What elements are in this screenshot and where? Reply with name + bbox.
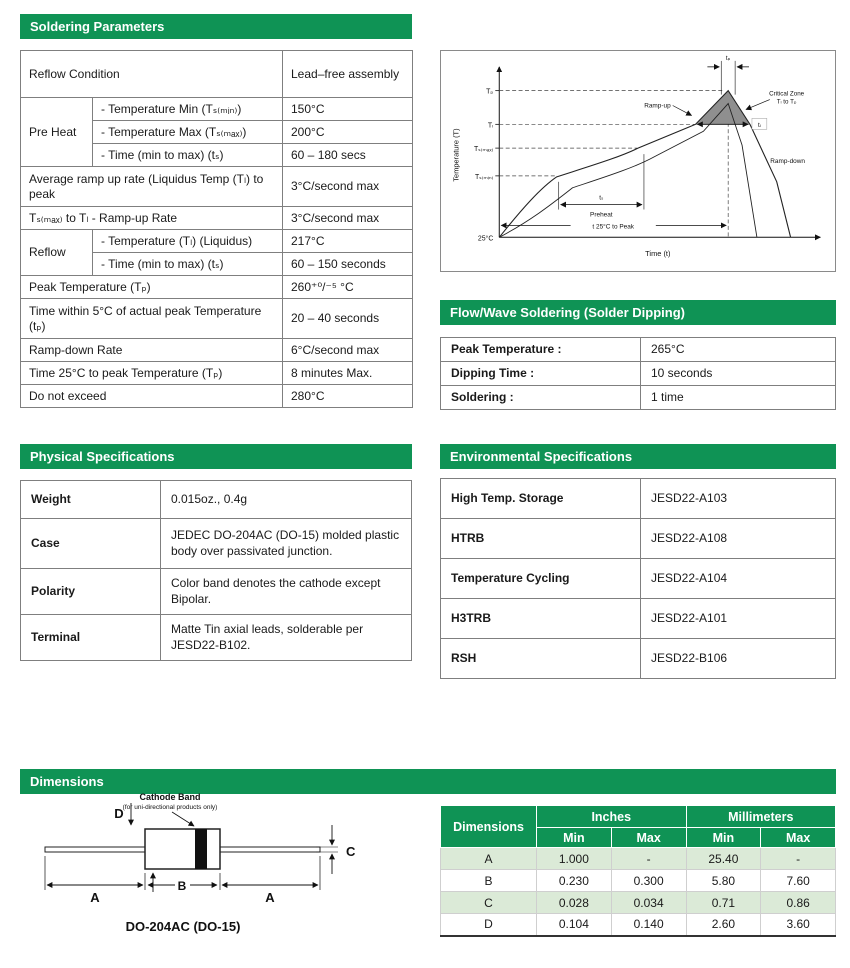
param-value: 60 – 180 secs [283,144,413,167]
y-axis-label: Temperature (T) [451,128,461,182]
dimensions-table [440,805,836,937]
annotation-tl: tₗ [757,121,761,129]
spec-label: Terminal [21,615,161,661]
section-header-soldering-parameters: Soldering Parameters [20,14,412,39]
param-value: 3°C/second max [283,207,413,230]
param-label: - Temperature Max (Tₛ₍ₘₐₓ₎) [93,121,283,144]
value-cell: 0.028 [537,892,612,914]
table-row [21,519,412,569]
value-cell: 0.230 [537,870,612,892]
spec-label: HTRB [441,519,641,559]
param-label: - Temperature Min (Tₛ₍ₘᵢₙ₎) [93,98,283,121]
group-label-pre-heat: Pre Heat [21,98,93,167]
table-row [21,385,413,408]
table-row [21,276,413,299]
dim-label-a-right: A [265,890,275,905]
annotation-t25-to-peak: t 25°C to Peak [592,223,635,231]
dim-label-d: D [114,806,124,821]
section-header-dimensions: Dimensions [20,769,836,794]
param-value: 3°C/second max [283,167,413,207]
tick-label-tl: Tₗ [487,122,494,130]
param-value: 60 – 150 seconds [283,253,413,276]
table-row [441,914,836,936]
param-label: Time within 5°C of actual peak Temperature (tₚ) [21,299,283,339]
spec-label: Temperature Cycling [441,559,641,599]
annotation-tp: tₚ [725,54,731,62]
param-value: Lead–free assembly [283,51,413,98]
param-value: 217°C [283,230,413,253]
param-value: 260⁺⁰/⁻⁵ °C [283,276,413,299]
section-header-physical-specifications: Physical Specifications [20,444,412,469]
tick-label-tsmax: Tₛ₍ₘₐₓ₎ [473,146,494,154]
spec-label: RSH [441,639,641,679]
value-cell: 5.80 [686,870,761,892]
spec-value: JESD22-B106 [641,639,836,679]
dim-label-b: B [177,879,187,893]
table-row [21,207,413,230]
dim-cell: D [441,914,537,936]
value-cell: 0.140 [611,914,686,936]
param-value: 280°C [283,385,413,408]
annotation-ts: tₛ [599,194,604,202]
annotation-ramp-up: Ramp-up [644,102,671,110]
param-label: Soldering : [441,386,641,410]
spec-label: Polarity [21,569,161,615]
dims-inches-header: Inches [537,806,687,828]
dim-label-a-left: A [90,890,100,905]
annotation-critical-zone-range: Tₗ to Tₚ [776,98,797,106]
table-row [21,362,413,385]
col-header-min: Min [537,828,612,848]
table-row [21,481,412,519]
param-value: 265°C [641,338,836,362]
flow-wave-soldering-table [440,337,836,410]
section-header-flow-wave-soldering: Flow/Wave Soldering (Solder Dipping) [440,300,836,325]
table-row [441,892,836,914]
param-label: Peak Temperature : [441,338,641,362]
value-cell: 0.034 [611,892,686,914]
annotation-preheat: Preheat [590,211,613,219]
spec-label: High Temp. Storage [441,479,641,519]
table-row [441,338,836,362]
soldering-parameters-table [20,50,413,408]
param-label: Time 25°C to peak Temperature (Tₚ) [21,362,283,385]
profile-curve-outer [499,91,790,238]
table-row [441,848,836,870]
value-cell: 25.40 [686,848,761,870]
table-row [441,519,836,559]
package-name: DO-204AC (DO-15) [125,919,241,934]
value-cell: 1.000 [537,848,612,870]
value-cell: - [611,848,686,870]
value-cell: 0.71 [686,892,761,914]
dims-corner-header: Dimensions [441,806,537,848]
tick-label-tp: Tₚ [486,88,494,96]
spec-value: JESD22-A108 [641,519,836,559]
table-row [21,339,413,362]
environmental-specifications-table [440,478,836,679]
param-value: 20 – 40 seconds [283,299,413,339]
param-label: Dipping Time : [441,362,641,386]
dim-cell: B [441,870,537,892]
reflow-profile-chart [440,50,836,272]
table-row [21,98,413,121]
spec-value: JEDEC DO-204AC (DO-15) molded plastic body over passivated junction. [161,519,412,569]
param-label: Average ramp up rate (Liquidus Temp (Tₗ) to peak [21,167,283,207]
param-label: - Time (min to max) (tₛ) [93,253,283,276]
table-row [441,639,836,679]
table-row [21,167,413,207]
table-row [21,299,413,339]
annotation-critical-zone: Critical Zone [769,90,805,98]
value-cell: 0.86 [761,892,836,914]
param-label: Ramp-down Rate [21,339,283,362]
table-row [441,386,836,410]
param-value: 8 minutes Max. [283,362,413,385]
package-body [145,829,220,869]
section-header-environmental-specifications: Environmental Specifications [440,444,836,469]
left-lead [45,847,145,852]
param-value: 6°C/second max [283,339,413,362]
param-value: 150°C [283,98,413,121]
annotation-ramp-down: Ramp-down [770,157,805,165]
tick-label-25c: 25°C [477,235,494,243]
cathode-band-callout-subtitle: (for uni-directional products only) [122,804,218,811]
spec-label: Weight [21,481,161,519]
table-row [441,362,836,386]
value-cell: 0.104 [537,914,612,936]
spec-label: Case [21,519,161,569]
cathode-band-callout-title: Cathode Band [139,792,201,802]
spec-value: JESD22-A103 [641,479,836,519]
table-header-row [441,806,836,828]
spec-label: H3TRB [441,599,641,639]
param-value: 10 seconds [641,362,836,386]
spec-value: Matte Tin axial leads, solderable per JESD22-B102. [161,615,412,661]
param-label: - Time (min to max) (tₛ) [93,144,283,167]
dim-cell: A [441,848,537,870]
table-row [441,479,836,519]
param-label: Peak Temperature (Tₚ) [21,276,283,299]
value-cell: 7.60 [761,870,836,892]
table-row [21,51,413,98]
param-label: Reflow Condition [21,51,283,98]
right-lead [220,847,320,852]
col-header-max: Max [611,828,686,848]
param-label: Do not exceed [21,385,283,408]
dims-millimeters-header: Millimeters [686,806,836,828]
table-row [441,559,836,599]
dim-label-c: C [346,844,356,859]
col-header-max: Max [761,828,836,848]
table-row [21,569,412,615]
x-axis-label: Time (t) [645,249,671,259]
package-outline-diagram [20,790,420,950]
param-label: Tₛ₍ₘₐₓ₎ to Tₗ - Ramp-up Rate [21,207,283,230]
physical-specifications-table [20,480,412,661]
spec-value: Color band denotes the cathode except Bipolar. [161,569,412,615]
tick-label-tsmin: Tₛ₍ₘᵢₙ₎ [474,173,494,181]
param-value: 200°C [283,121,413,144]
table-row [441,599,836,639]
table-row [21,230,413,253]
col-header-min: Min [686,828,761,848]
param-label: - Temperature (Tₗ) (Liquidus) [93,230,283,253]
spec-value: 0.015oz., 0.4g [161,481,412,519]
group-label-reflow: Reflow [21,230,93,276]
cathode-band [195,829,207,869]
value-cell: - [761,848,836,870]
spec-value: JESD22-A104 [641,559,836,599]
value-cell: 3.60 [761,914,836,936]
spec-value: JESD22-A101 [641,599,836,639]
table-row [441,870,836,892]
dim-cell: C [441,892,537,914]
param-value: 1 time [641,386,836,410]
value-cell: 2.60 [686,914,761,936]
table-row [21,615,412,661]
value-cell: 0.300 [611,870,686,892]
